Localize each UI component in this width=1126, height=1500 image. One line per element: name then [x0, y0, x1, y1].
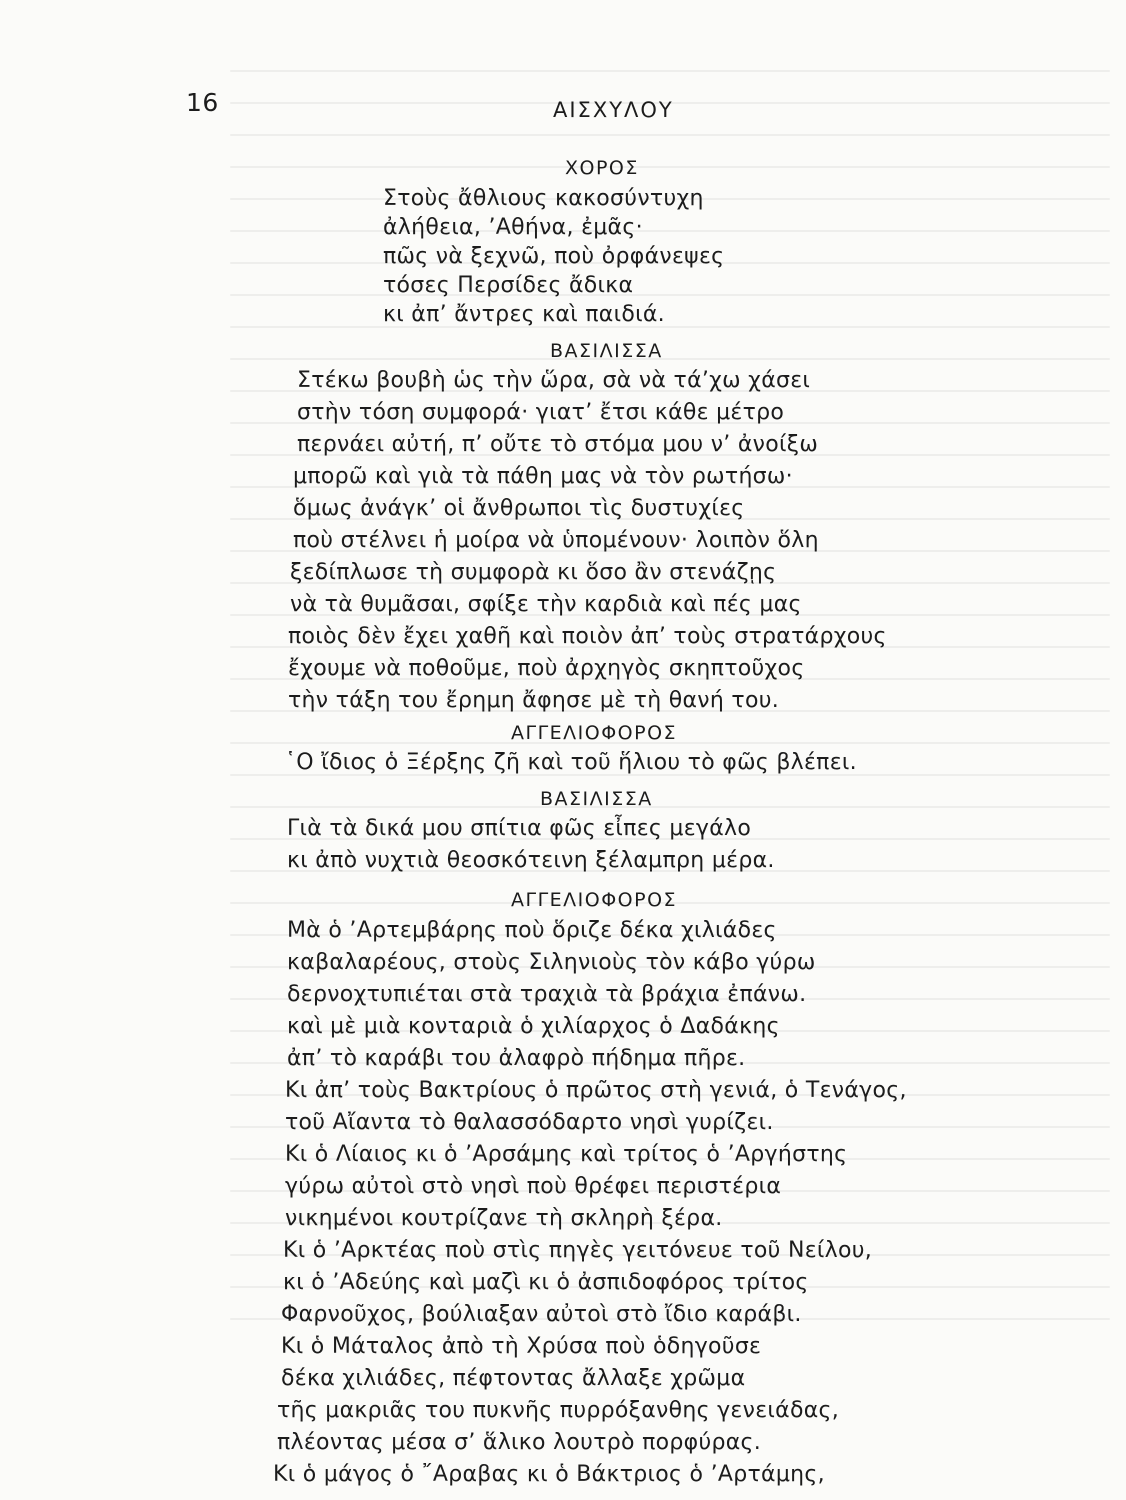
- speaker-label: ΑΓΓΕΛΙΟΦΟΡΟΣ: [511, 889, 678, 911]
- verse-line: ἀπ’ τὸ καράβι του ἀλαφρὸ πήδημα πῆρε.: [287, 1046, 746, 1071]
- speaker-label: ΑΓΓΕΛΙΟΦΟΡΟΣ: [511, 722, 678, 744]
- verse-line: καὶ μὲ μιὰ κονταριὰ ὁ χιλίαρχος ὁ Δαδάκης: [287, 1014, 780, 1039]
- verse-line: ποιὸς δὲν ἔχει χαθῆ καὶ ποιὸν ἀπ’ τοὺς στρατάρχους: [288, 624, 887, 649]
- verse-line: κι ὁ ’Αδεύης καὶ μαζὶ κι ὁ ἀσπιδοφόρος τρίτος: [283, 1270, 809, 1295]
- verse-line: κι ἀπ’ ἄντρες καὶ παιδιά.: [383, 302, 665, 327]
- verse-line: τὴν τάξη του ἔρημη ἄφησε μὲ τὴ θανή του.: [288, 688, 780, 713]
- speaker-label: ΒΑΣΙΛΙΣΣΑ: [540, 788, 653, 810]
- verse-line: Κι ὁ Μάταλος ἀπὸ τὴ Χρύσα ποὺ ὁδηγοῦσε: [281, 1334, 762, 1359]
- verse-line: Στέκω βουβὴ ὡς τὴν ὥρα, σὰ νὰ τά’χω χάσει: [297, 368, 811, 393]
- speaker-label: ΧΟΡΟΣ: [565, 157, 639, 179]
- verse-line: Κι ὁ Λίαιος κι ὁ ’Αρσάμης καὶ τρίτος ὁ ’Αργήστης: [285, 1142, 848, 1167]
- verse-line: στὴν τόση συμφορά· γιατ’ ἔτσι κάθε μέτρο: [297, 400, 785, 425]
- verse-line: πῶς νὰ ξεχνῶ, ποὺ ὀρφάνεψες: [383, 244, 725, 269]
- verse-line: ὅμως ἀνάγκ’ οἱ ἄνθρωποι τὶς δυστυχίες: [293, 496, 745, 521]
- verse-line: τῆς μακριᾶς του πυκνῆς πυρρόξανθης γενειάδας,: [277, 1398, 840, 1423]
- verse-line: καβαλαρέους, στοὺς Σιληνιοὺς τὸν κάβο γύρω: [287, 950, 816, 975]
- verse-line: ἀλήθεια, ’Αθήνα, ἐμᾶς·: [383, 215, 643, 240]
- verse-line: τοῦ Αἴαντα τὸ θαλασσόδαρτο νησὶ γυρίζει.: [285, 1110, 774, 1135]
- verse-line: νικημένοι κουτρίζανε τὴ σκληρὴ ξέρα.: [285, 1206, 723, 1231]
- verse-line: γύρω αὐτοὶ στὸ νησὶ ποὺ θρέφει περιστέρια: [285, 1174, 782, 1199]
- verse-line: Στοὺς ἄθλιους κακοσύντυχη: [383, 186, 704, 211]
- verse-line: πλέοντας μέσα σ’ ἅλικο λουτρὸ πορφύρας.: [277, 1430, 762, 1455]
- verse-line: ἔχουμε νὰ ποθοῦμε, ποὺ ἀρχηγὸς σκηπτοῦχος: [288, 656, 805, 681]
- verse-line: τόσες Περσίδες ἄδικα: [383, 273, 634, 298]
- verse-line: περνάει αὐτή, π’ οὔτε τὸ στόμα μου ν’ ἀνοίξω: [297, 432, 819, 457]
- verse-line: Κι ἀπ’ τοὺς Βακτρίους ὁ πρῶτος στὴ γενιά, ὁ Τενάγος,: [285, 1078, 907, 1103]
- speaker-label: ΒΑΣΙΛΙΣΣΑ: [550, 340, 663, 362]
- verse-line: Κι ὁ ’Αρκτέας ποὺ στὶς πηγὲς γειτόνευε τοῦ Νείλου,: [283, 1238, 873, 1263]
- page-number: 16: [186, 88, 219, 117]
- verse-line: ξεδίπλωσε τὴ συμφορὰ κι ὅσο ἂν στενάζῃς: [290, 560, 777, 585]
- verse-line: ποὺ στέλνει ἡ μοίρα νὰ ὑπομένουν· λοιπὸν ὅλη: [293, 528, 819, 553]
- verse-line: μπορῶ καὶ γιὰ τὰ πάθη μας νὰ τὸν ρωτήσω·: [293, 464, 793, 489]
- verse-line: Μὰ ὁ ’Αρτεμβάρης ποὺ ὅριζε δέκα χιλιάδες: [287, 918, 777, 943]
- verse-line: ῾Ο ἴδιος ὁ Ξέρξης ζῆ καὶ τοῦ ἥλιου τὸ φῶς βλέπει.: [285, 750, 857, 775]
- verse-line: Γιὰ τὰ δικά μου σπίτια φῶς εἶπες μεγάλο: [287, 816, 752, 841]
- running-head: ΑΙΣΧΥΛΟΥ: [553, 98, 674, 122]
- verse-line: δέκα χιλιάδες, πέφτοντας ἄλλαξε χρῶμα: [281, 1366, 746, 1391]
- verse-line: δερνοχτυπιέται στὰ τραχιὰ τὰ βράχια ἐπάνω.: [287, 982, 807, 1007]
- verse-line: νὰ τὰ θυμᾶσαι, σφίξε τὴν καρδιὰ καὶ πές μας: [290, 592, 802, 617]
- verse-line: Κι ὁ μάγος ὁ ῎Αραβας κι ὁ Βάκτριος ὁ ’Αρτάμης,: [273, 1462, 825, 1487]
- verse-line: κι ἀπὸ νυχτιὰ θεοσκότεινη ξέλαμπρη μέρα.: [287, 848, 775, 873]
- verse-line: Φαρνοῦχος, βούλιαξαν αὐτοὶ στὸ ἴδιο καράβι.: [281, 1302, 802, 1327]
